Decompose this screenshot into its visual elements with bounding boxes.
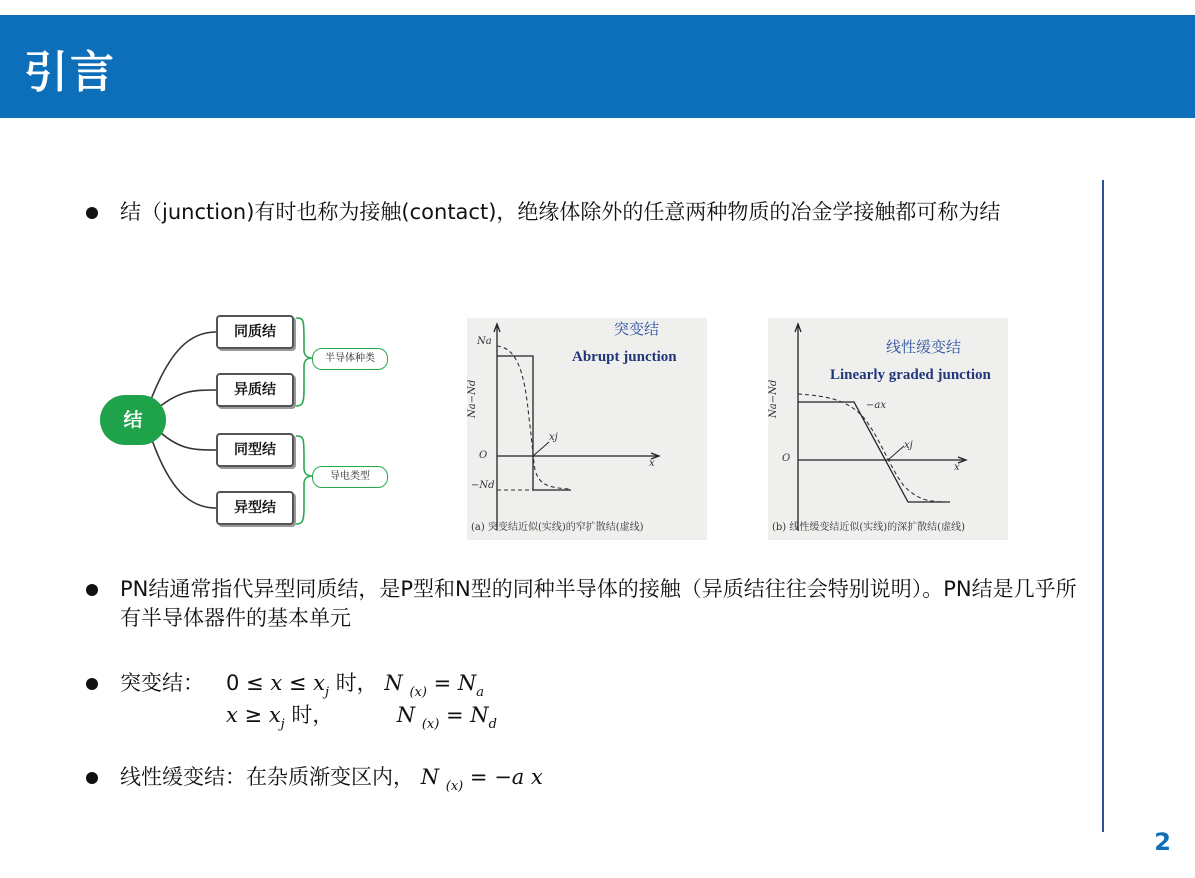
formula-ge: ≥ bbox=[244, 703, 269, 727]
bullet-text: PN结通常指代异型同质结，是P型和N型的同种半导体的接触（异质结往往会特别说明）。PN结是几乎所有半导体器件的基本单元 bbox=[120, 577, 1077, 630]
graded-origin-label: O bbox=[782, 453, 791, 464]
graded-slope-label: −ax bbox=[866, 400, 886, 411]
abrupt-x-label: x bbox=[649, 458, 655, 469]
formula-N: N bbox=[384, 671, 403, 695]
formula-cond: 0 ≤ bbox=[226, 671, 271, 695]
formula-when: 时， bbox=[291, 703, 334, 727]
abrupt-caption: (a) 突变结近似(实线)的窄扩散结(虚线) bbox=[471, 522, 644, 533]
tag-conduction-type: 导电类型 bbox=[312, 466, 388, 488]
abrupt-y-label: Na−Nd bbox=[467, 379, 478, 418]
graded-caption: (b) 线性缓变结近似(实线)的深扩散结(虚线) bbox=[772, 522, 965, 533]
formula-N: N bbox=[420, 765, 440, 789]
page-number: 2 bbox=[1154, 828, 1171, 856]
bullet-dot bbox=[86, 678, 98, 690]
bullet-dot bbox=[86, 584, 98, 596]
formula-xv: (x) bbox=[421, 717, 440, 732]
abrupt-origin-label: O bbox=[479, 450, 488, 461]
formula-rhs: N bbox=[470, 703, 489, 727]
bullet-graded-formula bbox=[86, 763, 986, 795]
graded-formula bbox=[120, 763, 543, 795]
formula-x: x bbox=[270, 671, 283, 695]
node-isotype-junction: 同型结 bbox=[216, 433, 294, 467]
graded-formula-label: 线性缓变结：在杂质渐变区内， bbox=[120, 765, 414, 789]
formula-when: 时， bbox=[335, 671, 378, 695]
page-title: 引言 bbox=[24, 47, 116, 98]
node-heterojunction: 异质结 bbox=[216, 373, 294, 407]
bullet-dot bbox=[86, 207, 98, 219]
bullet-abrupt-formula bbox=[86, 669, 986, 739]
junction-mindmap bbox=[100, 310, 400, 530]
tag-semiconductor-type: 半导体种类 bbox=[312, 348, 388, 370]
formula-le: ≤ bbox=[288, 671, 314, 695]
abrupt-formula-row2 bbox=[226, 701, 497, 733]
formula-rhs: N bbox=[457, 671, 477, 695]
abrupt-na-label: Na bbox=[477, 336, 492, 347]
bullet-dot bbox=[86, 772, 98, 784]
abrupt-xj-label: xj bbox=[549, 432, 558, 443]
formula-eq: = bbox=[433, 671, 458, 695]
graded-x-label: x bbox=[954, 462, 960, 473]
formula-j: j bbox=[324, 685, 329, 700]
formula-j: j bbox=[280, 717, 285, 732]
title-bar bbox=[0, 15, 1195, 118]
graded-xj-label: xj bbox=[904, 440, 913, 451]
abrupt-title-en: Abrupt junction bbox=[572, 349, 677, 365]
node-anisotype-junction: 异型结 bbox=[216, 491, 294, 525]
formula-xv: (x) bbox=[445, 779, 464, 794]
abrupt-title-cn: 突变结 bbox=[614, 320, 660, 338]
node-homojunction: 同质结 bbox=[216, 315, 294, 349]
formula-xj: x bbox=[313, 671, 325, 695]
graded-title-cn: 线性缓变结 bbox=[886, 338, 962, 356]
formula-rhs: −a x bbox=[494, 765, 543, 789]
formula-xj: x bbox=[268, 703, 281, 727]
formula-rsub: a bbox=[476, 685, 485, 700]
formula-rsub: d bbox=[488, 717, 497, 732]
bullet-text: 结（junction)有时也称为接触(contact)，绝缘体除外的任意两种物质的冶金学接触都可称为结 bbox=[120, 200, 1001, 224]
formula-N: N bbox=[396, 703, 416, 727]
mindmap-root: 结 bbox=[100, 395, 166, 445]
formula-x: x bbox=[226, 703, 238, 727]
vertical-divider bbox=[1102, 180, 1104, 832]
graded-title-en: Linearly graded junction bbox=[830, 367, 991, 383]
graded-y-label: Na−Nd bbox=[768, 379, 779, 418]
formula-xv: (x) bbox=[409, 685, 427, 700]
abrupt-nd-label: −Nd bbox=[471, 480, 495, 491]
formula-eq: = bbox=[445, 703, 471, 727]
abrupt-formula-label: 突变结： bbox=[120, 671, 204, 695]
formula-eq: = bbox=[469, 765, 495, 789]
abrupt-formula-row1 bbox=[226, 669, 484, 701]
